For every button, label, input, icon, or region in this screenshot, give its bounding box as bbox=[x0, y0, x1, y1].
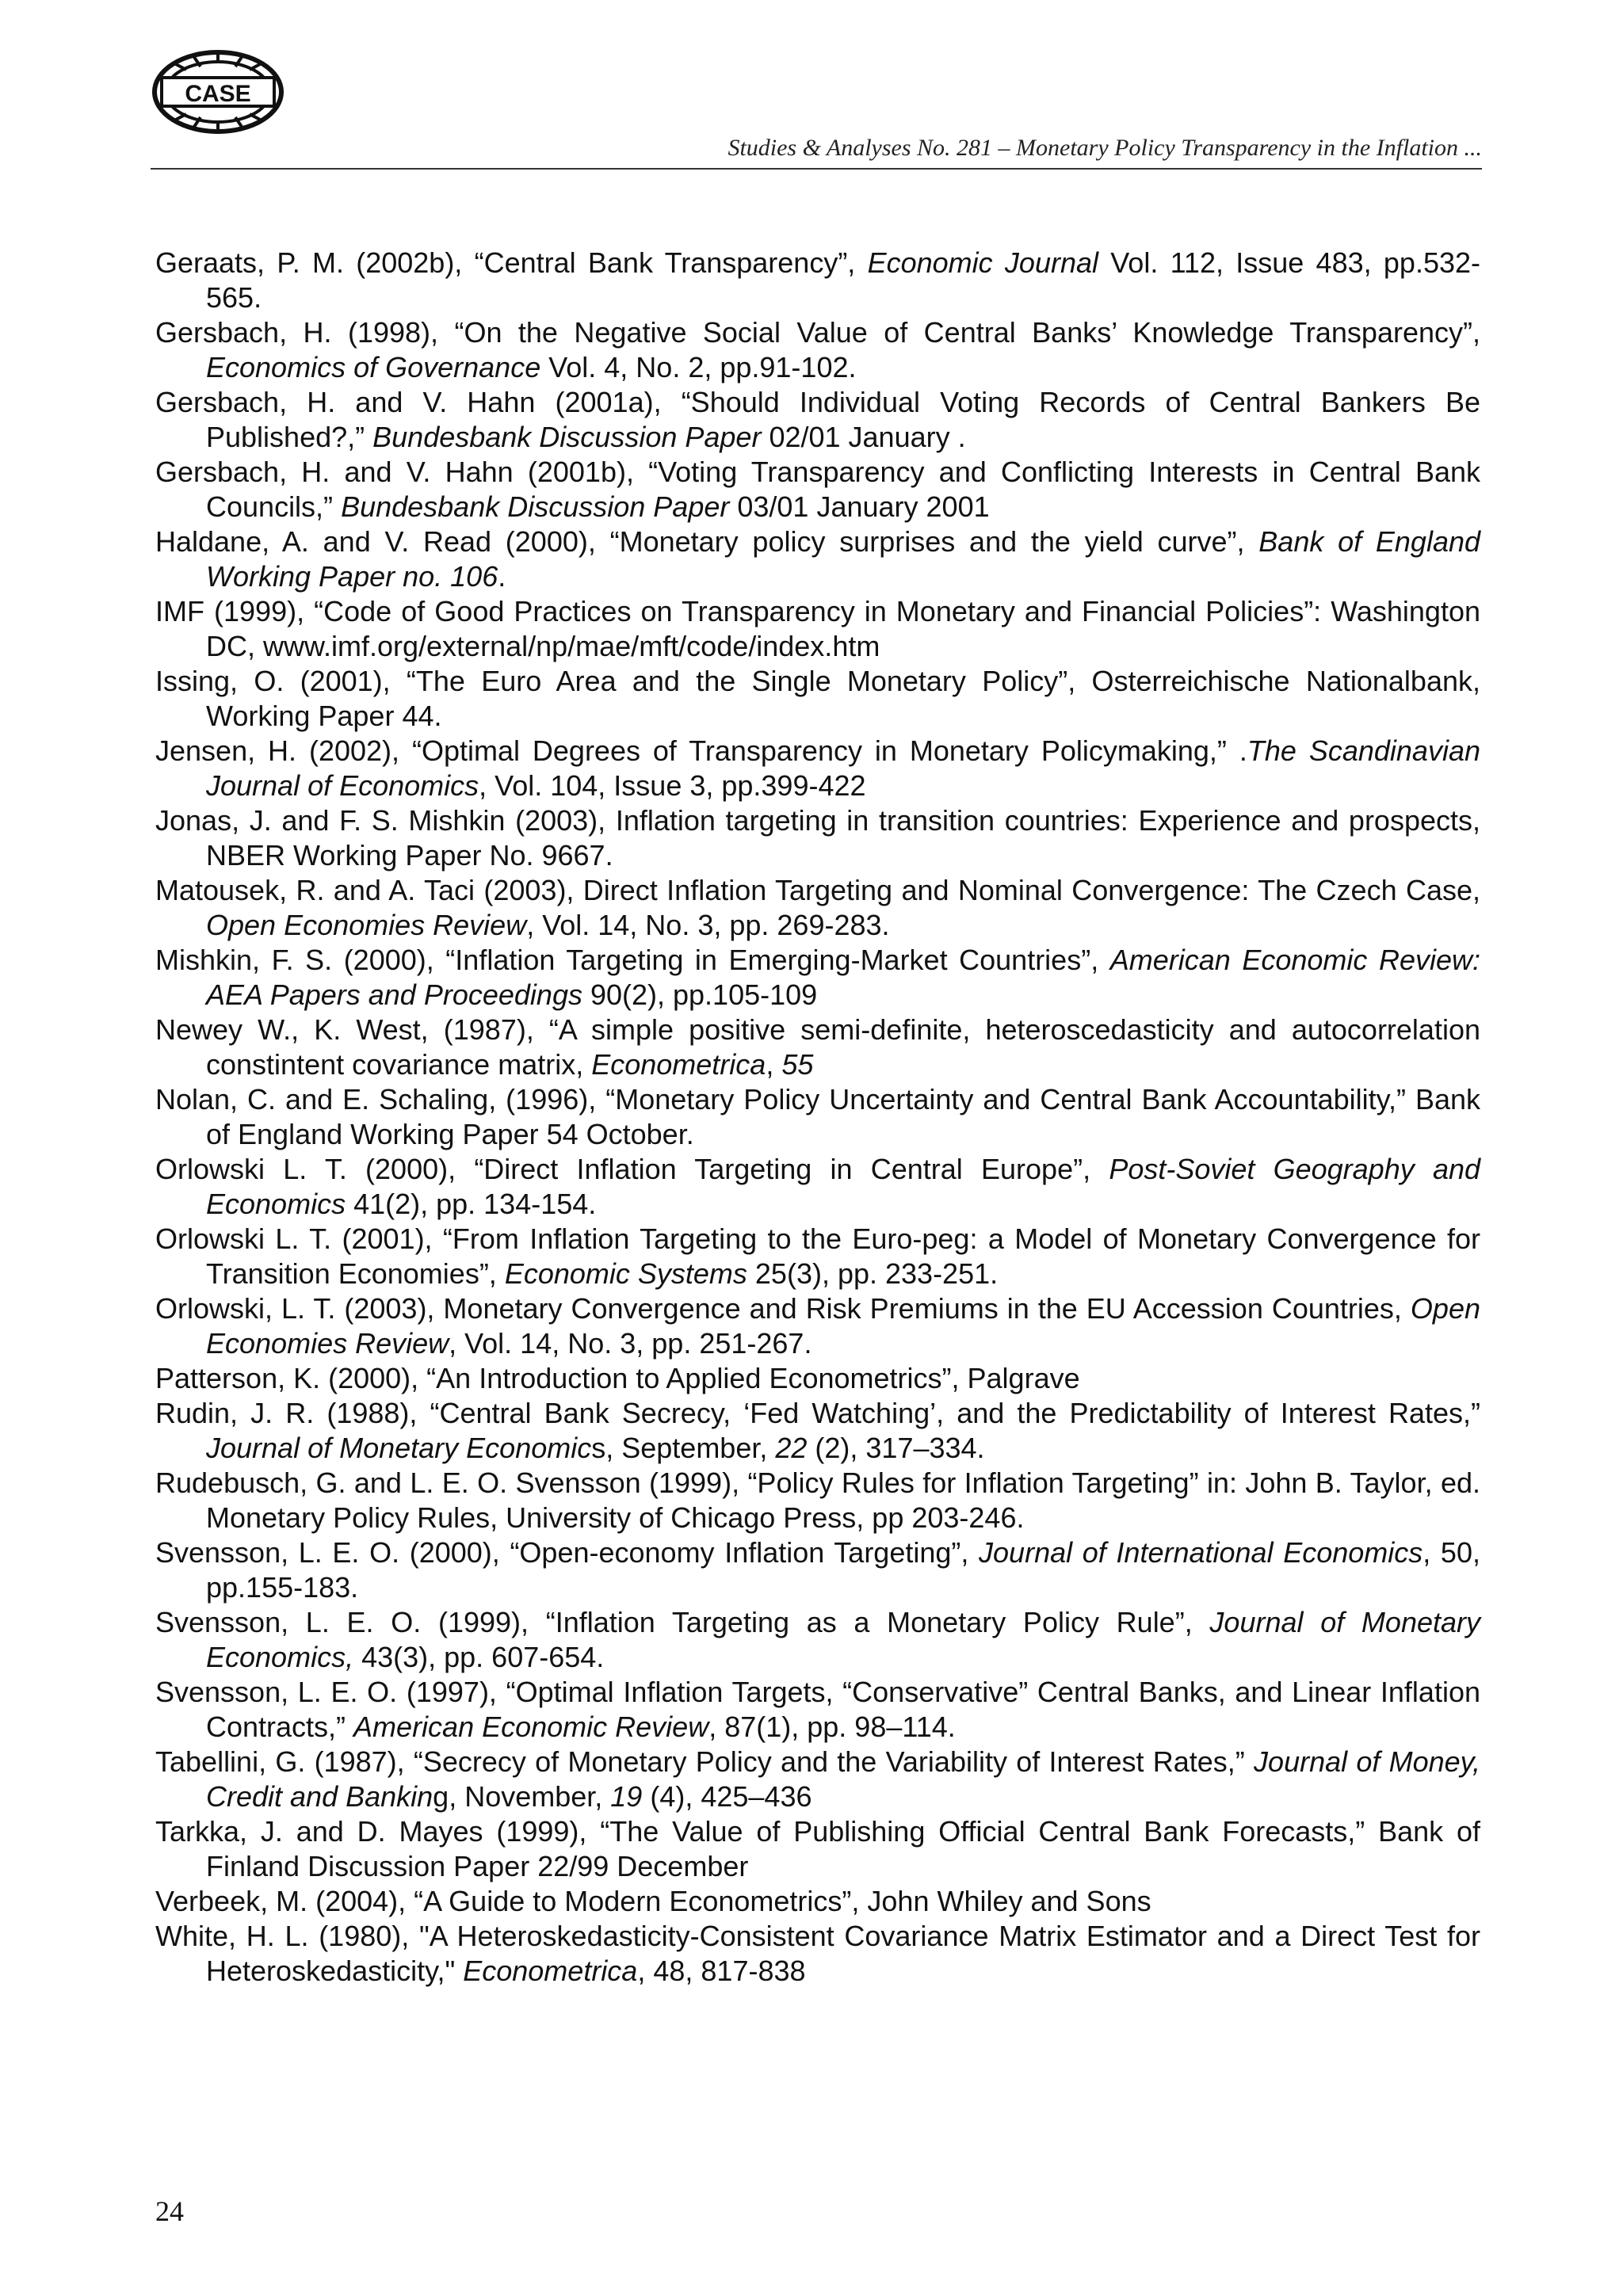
reference-text: , 48, 817-838 bbox=[637, 1955, 806, 1987]
reference-text: , 50, pp.155-183. bbox=[206, 1536, 1480, 1604]
reference-italic-text: Journal of International Economics bbox=[979, 1536, 1423, 1569]
reference-italic-text: Journal of Monetary Economics, bbox=[206, 1606, 1481, 1673]
reference-entry bbox=[155, 943, 1480, 1013]
reference-italic-text: Econometrica bbox=[591, 1048, 766, 1081]
page-header bbox=[151, 46, 1482, 173]
reference-text: Jensen, H. (2002), “Optimal Degrees of Transparency in Monetary Policymaking,” . bbox=[155, 734, 1247, 767]
reference-text: Matousek, R. and A. Taci (2003), Direct Inflation Targeting and Nominal Convergence: The Czech Case, bbox=[155, 874, 1480, 906]
reference-text: 43(3), pp. 607-654. bbox=[353, 1641, 605, 1673]
reference-text: 03/01 January 2001 bbox=[729, 490, 990, 523]
reference-italic-text: Bank of England Working Paper no. 106 bbox=[206, 525, 1481, 593]
reference-entry bbox=[155, 803, 1480, 873]
reference-italic-text: 55 bbox=[781, 1048, 814, 1081]
reference-text: Jonas, J. and F. S. Mishkin (2003), Inflation targeting in transition countries: Experience and prospects, NBER Working Paper No. 9667. bbox=[155, 804, 1480, 871]
reference-entry bbox=[155, 1605, 1480, 1675]
reference-text: 02/01 January . bbox=[761, 421, 966, 453]
reference-entry bbox=[155, 873, 1480, 943]
reference-italic-text: Open Economies Review bbox=[206, 909, 527, 941]
reference-entry bbox=[155, 664, 1480, 734]
reference-text: , bbox=[766, 1048, 782, 1081]
reference-text: Vol. 4, No. 2, pp.91-102. bbox=[540, 351, 857, 383]
reference-text: , 87(1), pp. 98–114. bbox=[708, 1711, 956, 1743]
header-rule bbox=[151, 168, 1482, 170]
reference-entry bbox=[155, 734, 1480, 803]
reference-text: Orlowski, L. T. (2003), Monetary Convergence and Risk Premiums in the EU Accession Countries, bbox=[155, 1292, 1411, 1325]
reference-entry bbox=[155, 385, 1480, 455]
reference-entry bbox=[155, 1222, 1480, 1291]
reference-entry bbox=[155, 1814, 1480, 1884]
reference-text: Rudin, J. R. (1988), “Central Bank Secrecy, ‘Fed Watching’, and the Predictability of Interest Rates,” bbox=[155, 1397, 1480, 1429]
reference-text: Orlowski L. T. (2001), “From Inflation Targeting to the Euro-peg: a Model of Monetary Convergence for Transition Economies”, bbox=[155, 1222, 1480, 1290]
reference-italic-text: Econometrica bbox=[463, 1955, 638, 1987]
reference-entry bbox=[155, 594, 1480, 664]
reference-italic-text: Economic Journal bbox=[867, 246, 1098, 279]
reference-text: 25(3), pp. 233-251. bbox=[747, 1257, 999, 1290]
reference-italic-text: Journal of Monetary Economic bbox=[206, 1432, 592, 1464]
reference-text: , Vol. 14, No. 3, pp. 269-283. bbox=[526, 909, 890, 941]
reference-text: Gersbach, H. and V. Hahn (2001b), “Voting Transparency and Conflicting Interests in Central Bank Councils,” bbox=[155, 456, 1480, 523]
reference-text: Vol. 112, Issue 483, pp.532-565. bbox=[206, 246, 1480, 314]
reference-text: g, November, bbox=[433, 1780, 611, 1813]
reference-text: Tabellini, G. (1987), “Secrecy of Monetary Policy and the Variability of Interest Rates,” bbox=[155, 1745, 1254, 1778]
reference-text: Tarkka, J. and D. Mayes (1999), “The Value of Publishing Official Central Bank Forecasts,” Bank of Finland Discussion Paper 22/99 December bbox=[155, 1815, 1480, 1882]
reference-entry bbox=[155, 315, 1480, 385]
reference-entry bbox=[155, 1291, 1480, 1361]
reference-entry bbox=[155, 1396, 1480, 1466]
reference-text: Issing, O. (2001), “The Euro Area and the Single Monetary Policy”, Osterreichische Nationalbank, Working Paper 44. bbox=[155, 665, 1480, 732]
reference-text: Verbeek, M. (2004), “A Guide to Modern Econometrics”, John Whiley and Sons bbox=[155, 1885, 1151, 1917]
reference-italic-text: Post-Soviet Geography and Economics bbox=[206, 1153, 1481, 1220]
reference-italic-text: American Economic Review bbox=[353, 1711, 709, 1743]
reference-entry bbox=[155, 1082, 1480, 1152]
reference-italic-text: Economic Systems bbox=[504, 1257, 747, 1290]
reference-text: (2), 317–334. bbox=[807, 1432, 985, 1464]
reference-text: IMF (1999), “Code of Good Practices on Transparency in Monetary and Financial Policies”: Washington DC, www.imf.org/external/np/mae/mft/code/index.htm bbox=[155, 595, 1480, 662]
svg-text:CASE: CASE bbox=[185, 81, 251, 107]
reference-entry bbox=[155, 246, 1480, 315]
reference-entry bbox=[155, 1745, 1480, 1814]
reference-entry bbox=[155, 1152, 1480, 1222]
reference-text: Patterson, K. (2000), “An Introduction to Applied Econometrics”, Palgrave bbox=[155, 1362, 1080, 1394]
reference-italic-text: Bundesbank Discussion Paper bbox=[341, 490, 730, 523]
reference-text: 41(2), pp. 134-154. bbox=[346, 1188, 597, 1220]
reference-text: Mishkin, F. S. (2000), “Inflation Targeting in Emerging-Market Countries”, bbox=[155, 944, 1110, 976]
reference-italic-text: Economics of Governance bbox=[206, 351, 541, 383]
reference-entry bbox=[155, 1884, 1480, 1919]
reference-text: 90(2), pp.105-109 bbox=[582, 978, 818, 1011]
reference-text: . bbox=[498, 560, 506, 593]
reference-text: Gersbach, H. (1998), “On the Negative Social Value of Central Banks’ Knowledge Transparency”, bbox=[155, 316, 1480, 349]
reference-entry bbox=[155, 524, 1480, 594]
reference-text: Orlowski L. T. (2000), “Direct Inflation Targeting in Central Europe”, bbox=[155, 1153, 1109, 1185]
reference-list bbox=[155, 246, 1480, 1989]
reference-entry bbox=[155, 1361, 1480, 1396]
reference-entry bbox=[155, 1013, 1480, 1082]
reference-italic-text: 22 bbox=[775, 1432, 808, 1464]
reference-text: Svensson, L. E. O. (1997), “Optimal Inflation Targets, “Conservative” Central Banks, and Linear Inflation Contracts,” bbox=[155, 1676, 1480, 1743]
page-number: 24 bbox=[155, 2195, 184, 2227]
reference-entry bbox=[155, 455, 1480, 524]
reference-italic-text: American Economic Review: AEA Papers and Proceedings bbox=[206, 944, 1481, 1011]
reference-text: s, September, bbox=[591, 1432, 776, 1464]
reference-italic-text: Bundesbank Discussion Paper bbox=[372, 421, 762, 453]
reference-text: White, H. L. (1980), "A Heteroskedasticity-Consistent Covariance Matrix Estimator and a Direct Test for Heteroskedasticity," bbox=[155, 1920, 1480, 1987]
reference-text: Newey W., K. West, (1987), “A simple positive semi-definite, heteroscedasticity and autocorrelation constintent covariance matrix, bbox=[155, 1013, 1480, 1081]
reference-italic-text: Open Economies Review bbox=[206, 1292, 1480, 1360]
running-head: Studies & Analyses No. 281 – Monetary Policy Transparency in the Inflation ... bbox=[727, 135, 1482, 161]
reference-entry bbox=[155, 1535, 1480, 1605]
reference-text: Haldane, A. and V. Read (2000), “Monetary policy surprises and the yield curve”, bbox=[155, 525, 1259, 558]
reference-italic-text: Journal of Money, Credit and Bankin bbox=[206, 1745, 1481, 1813]
reference-text: , Vol. 14, No. 3, pp. 251-267. bbox=[449, 1327, 812, 1360]
reference-italic-text: The Scandinavian Journal of Economics bbox=[206, 734, 1480, 802]
reference-text: , Vol. 104, Issue 3, pp.399-422 bbox=[479, 769, 866, 802]
reference-text: Nolan, C. and E. Schaling, (1996), “Monetary Policy Uncertainty and Central Bank Accountability,” Bank of England Working Paper 54 October. bbox=[155, 1083, 1480, 1150]
reference-text: Rudebusch, G. and L. E. O. Svensson (1999), “Policy Rules for Inflation Targeting” in: John B. Taylor, ed. Monetary Policy Rules, University of Chicago Press, pp 203-246. bbox=[155, 1466, 1480, 1534]
reference-text: Svensson, L. E. O. (1999), “Inflation Targeting as a Monetary Policy Rule”, bbox=[155, 1606, 1210, 1638]
case-logo bbox=[151, 46, 285, 141]
reference-text: Geraats, P. M. (2002b), “Central Bank Transparency”, bbox=[155, 246, 868, 279]
reference-text: Gersbach, H. and V. Hahn (2001a), “Should Individual Voting Records of Central Bankers Be Published?,” bbox=[155, 386, 1480, 453]
reference-text: (4), 425–436 bbox=[642, 1780, 812, 1813]
reference-entry bbox=[155, 1675, 1480, 1745]
reference-text: Svensson, L. E. O. (2000), “Open-economy Inflation Targeting”, bbox=[155, 1536, 980, 1569]
reference-entry bbox=[155, 1466, 1480, 1535]
reference-entry bbox=[155, 1919, 1480, 1989]
reference-italic-text: 19 bbox=[610, 1780, 643, 1813]
